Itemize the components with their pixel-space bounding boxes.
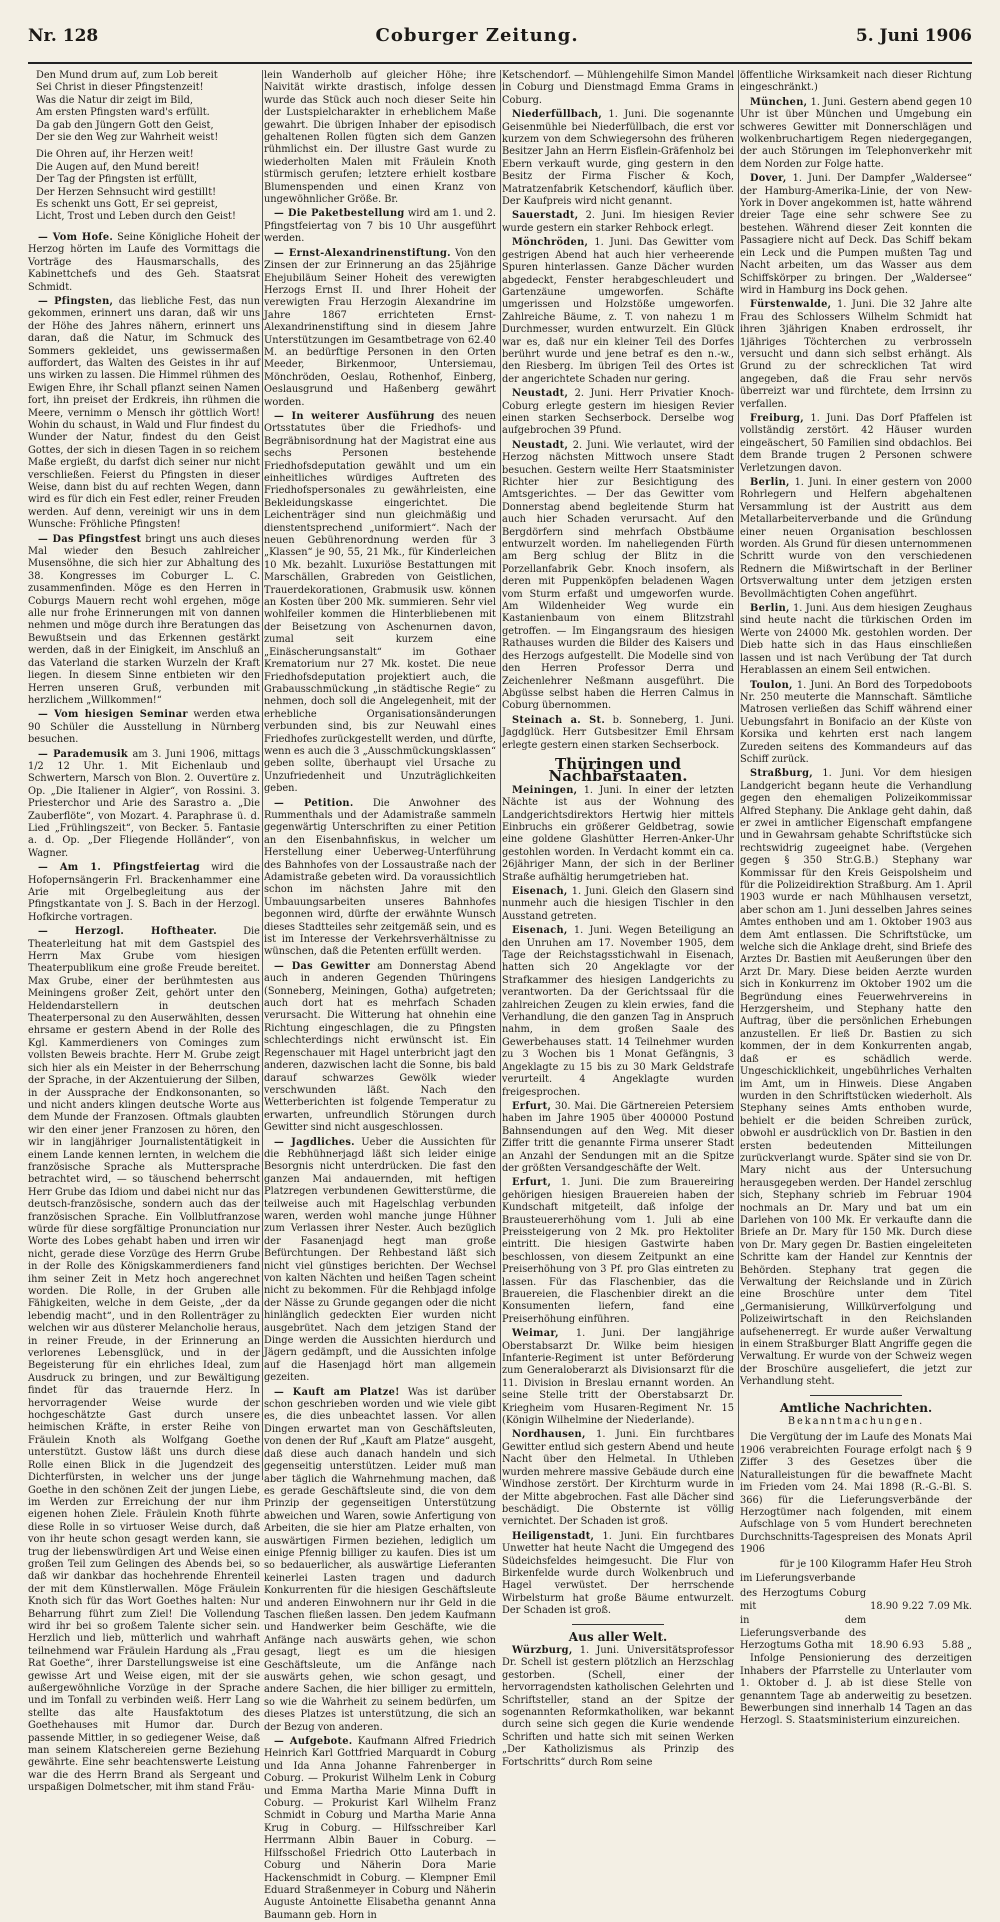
notice-fourage: Die Vergütung der im Laufe des Monats Mai 1906 verabreichten Fourage erfolgt nach § 9 Ziffer 3 des Gesetzes über die Naturalleistungen für die bewaffnete Macht im Frieden vom 24. Mai 1898 (R.-G.-Bl. S. 366) für die Lieferungsverbände der Herzogtümer nach folgenden, mit einem Aufschlage von 5 vom Hundert berechneten Durchschnitts-Tagespreisen des Monats April 1906 [740,1432,972,1556]
article-erfurt-1: Erfurt, 30. Mai. Die Gärtnereien Petersiem haben im Jahre 1905 über 400000 Postund Bahnsendungen auf den Weg. Mit dieser Ziffer tritt die genannte Firma unserer Stadt an Anzahl der Sendungen mit an die Spitze der größten Versandgeschäfte der Welt. [502,1100,734,1174]
article-eisenach-1: Eisenach, 1. Juni. Gleich den Glasern sind nunmehr auch die hiesigen Tischler in den Ausstand getreten. [502,886,734,922]
article-moenchroeden: Mönchröden, 1. Juni. Das Gewitter vom gestrigen Abend hat auch hier verheerende Spuren hinterlassen. Ganze Dächer wurden abgedeckt, Fenster herabgeschleudert und Gartenzäune umgeworfen. Schäfte umgerissen und Holzstöße umgeworfen. Zahlreiche Bäume, z. T. von nahezu 1 m Durchmesser, wurden entwurzelt. Ein Glück war es, daß nur ein kleiner Teil des Dorfes berührt wurde und jene betraf es den n.-w., den Riesberg. Im übrigen Teil des Ortes ist der angerichtete Schaden nur gering. [502,237,734,385]
article-fuerstenwalde: Fürstenwalde, 1. Juni. Die 32 Jahre alte Frau des Schlossers Wilhelm Schmidt hat ihren 3jährigen Knaben erdrosselt, ihr 1jähriges Töchterchen zu verbrosseln versucht und dann sich selbst erhängt. Als Grund zu der schrecklichen Tat wird angegeben, daß die Frau sehr nervös überreizt war und fürchtete, dem Irrsinn zu verfallen. [740,299,972,410]
article-jagdliches: — Jagdliches. Ueber die Aussichten für die Rebhühnerjagd läßt sich leider einige Besorgnis nicht unterdrücken. Die fast den ganzen Mai andauernden, mit heftigen Platzregen verbundenen Gewitterstürme, die teilweise auch mit Hagelschlag verbunden waren, werden wohl manche junge Hühner zum Verlassen ihrer Nester. Auch bezüglich der Fasanenjagd hegt man große Befürchtungen. Der Rehbestand läßt sich nicht viel günstiges berichten. Der Wechsel von kalten Nächten und heißen Tagen scheint nicht zu bekommen. Für die Rehbjagd infolge der Nässe zu Grunde gegangen oder die nicht hinlänglich gedeckten Eier wurden nicht ausgebrütet. Nach dem jetzigen Stand der Dinge werden die Aussichten hierdurch und Jägern gedämpft, und die Aussichten infolge auf die Hasenjagd hört man allgemein gezeiten. [264,1136,496,1384]
newspaper-title: Coburger Zeitung. [375,25,579,46]
article-pfingstfest: — Das Pfingstfest bringt uns auch dieses Mal wieder den Besuch zahlreicher Musensöhne, die sich hier zur Abhaltung des 38. Kongresses im Coburger L. C. zusammenfinden. Möge es den Herren in Coburgs Mauern recht wohl ergehen, möge alle nur frohe Erinnerungen mit von dannen nehmen und möge durch ihre Beratungen das Bewußtsein und das Erkennen gestärkt werden, daß in der Einigkeit, im Anschluß an das Vaterland die starken Wurzeln der Kraft liegen. In diesem Sinne entbieten wir den Herren unseren Gruß, verbunden mit herzlichem „Willkommen!“ [28,533,260,706]
column-divider [738,70,739,1480]
poem-line: Die Ohren auf, ihr Herzen weit! [36,149,194,161]
price-cell-stroh: 5.88 „ [941,1639,972,1651]
article-dover: Dover, 1. Juni. Der Dampfer „Waldersee“ der Hamburg-Amerika-Linie, der von New-York in Dover angekommen ist, hatte während dreier Tage eine sehr schwere See zu bestehen. Während dieser Zeit konnten die Passagiere nicht auf Deck. Das Schiff bekam ein Leck und die Pumpen mußten Tag und Nacht arbeiten, um das Wasser aus dem Schiffskörper zu bringen. Der „Waldersee“ wird in Hamburg ins Dock gehen. [740,173,972,296]
prices-header: für je 100 Kilogramm Hafer Heu Stroh [779,1558,972,1570]
masthead [28,12,972,52]
masthead-rule [28,62,972,64]
fourage-price-table [740,1587,972,1653]
article-seminar: — Vom hiesigen Seminar werden etwa 90 Schüler die Ausstellung in Nürnberg besuchen. [28,709,260,746]
poem-line: Am ersten Pfingsten ward's erfüllt. [36,107,210,119]
article-neustadt-1: Neustadt, 2. Juni. Herr Privatier Knoch-Coburg erlegte gestern im hiesigen Revier einen starken Sechserbock. Derselbe wog aufgebrochen 39 Pfund. [502,388,734,437]
article-erfurt-2: Erfurt, 1. Juni. Die zum Brauereiring gehörigen hiesigen Brauereien haben der Kundschaft mitgeteilt, daß infolge der Brausteuererhöhung vom 1. Juli ab eine Preissteigerung von 2 Mk. pro Hektoliter eintritt. Die hiesigen Gastwirte haben beschlossen, von diesem Zeitpunkt an eine Preiserhöhung von 3 Pf. pro Glas eintreten zu lassen. Für das Flaschenbier, das die Brauereien, die Flaschenbier direkt an die Konsumenten liefern, fand eine Preiserhöhung einführen. [502,1177,734,1325]
article-heiligenstadt: Heiligenstadt, 1. Juni. Ein furchtbares Unwetter hat heute Nacht die Umgegend des Südeichsfeldes heimgesucht. Die Flur von Birkenfelde wurde durch Wolkenbruch und Hagel verwüstet. Der herrschende Wirbelsturm hat große Bäume entwurzelt. Der Schaden ist groß. [502,1530,734,1617]
article-stiftung: — Ernst-Alexandrinenstiftung. Von den Zinsen der zur Erinnerung an das 25jährige Ehejubiläum Seiner Hoheit des verewigten Herzogs Ernst II. und Ihrer Hoheit der verewigten Frau Herzogin Alexandrine im Jahre 1867 errichteten Ernst-Alexandrinenstiftung sind in diesem Jahre Unterstützungen im Gesamtbetrage von 62.40 M. an bedürftige Personen in den Orten Meeder, Birkenmoor, Untersiemau, Mönchröden, Oeslau, Rothenhof, Einberg, Oeslausgrund und Haßenberg gewährt worden. [264,247,496,408]
article-pfingstfeiertag: — Am 1. Pfingstfeiertag wird die Hofopernsängerin Frl. Brackenhammer eine Arie mit Orgelbegleitung aus der Pfingstkantate von J. S. Bach in der Herzogl. Hofkirche vortragen. [28,862,260,923]
poem-line: Die Augen auf, den Mund bereit! [36,161,200,173]
poem-line: Der sie den Weg zur Wahrheit weist! [36,132,219,144]
section-heading-amtliche-nachrichten: Amtliche Nachrichten. [779,1400,933,1415]
poem-line: Es schenkt uns Gott, Er sei gepreist, [36,199,218,211]
section-divider [810,1395,902,1396]
issue-number: Nr. 128 [28,26,99,46]
article-kauft-am-platze: — Kauft am Platze! Was ist darüber schon geschrieben worden und wie viele gibt es, die dies unbeachtet lassen. Vor allen Dingen erwartet man von Geschäftsleuten, von denen der Ruf „Kauft am Platze“ ausgeht, daß diese auch danach handeln und sich gegenseitig unterstützen. Leider muß man aber täglich die Wahrnehmung machen, daß es gerade Geschäftsleute sind, die von dem Prinzip der gegenseitigen Unterstützung abweichen und Waren, sowie Anfertigung von Arbeiten, die sie hier am Platze erhalten, von auswärtigen Firmen beziehen, lediglich um einige Pfennig billiger zu kaufen. Dies ist um so bedauerlicher, als auswärtige Lieferanten keinerlei Lasten tragen und dadurch Konkurrenten für die hiesigen Geschäftsleute und anderen Einwohnern nur ihr Geld in die Taschen fließen lassen. Den jedem Kaufmann und Handwerker beim Geschäfte, wie die Anfänge nach auswärts gehen, wie schon gesagt, liegt es um die hiesigen Geschäftsleute, um die Anfänge nach auswärts gehen, wie schon gesagt, und andere Sachen, die hier billiger zu ermitteln, so wie die Wahrheit zu seinem bedürfen, um dieses Platzes ist unterstützung, die sich an der Bezug von anderen. [264,1386,496,1733]
column-1 [28,70,261,1794]
poem-line: Der Tag der Pfingsten ist erfüllt, [36,174,198,186]
article-hoftheater: — Herzogl. Hoftheater. Die Theaterleitung hat mit dem Gastspiel des Herrn Max Grube vom hiesigen Theaterpublikum eine große Freude bereitet. Max Grube, einer der berühmtesten aus Meiningens großer Zeit, gehört unter den Heldendarstellern in deutschen Theaterpersonal zu den Auserwählten, dessen ehrsame er gestern Abend in der Rolle des Kgl. Kammerdieners von Cominges zum vollsten Beweis brachte. Herr M. Grube zeigt sich hier als ein Meister in der Beherrschung der Sprache, in der Akzentuierung der Silben, in der Aussprache der Endkonsonanten, so und nicht anders klingen deutsche Worte aus dem Munde der Franzosen. Oftmals glaubten wir den einer jener Franzosen zu hören, den wir in langjähriger Journalistentätigkeit in einem Lande kennen lernten, in welchem die französische Sprache als Muttersprache betrachtet wird, — so täuschend beherrscht Herr Grube das Idiom und dabei nicht nur das deutsch-französische, sondern auch das der französischen Sprache. Ein Vollblutfranzose würde für diese sorgfältige Pronunciation nur Worte des Lobes gehabt haben und irren wir nicht, gerade diese Vorzüge des Herrn Grube in der Rolle des Königskammerdieners fand ihm seiner Zeit in Metz hoch angerechnet worden. Die Rolle, in der Gruben alle Fähigkeiten, welche in dem Geiste, „der da lebendig macht“, und in den Rollenträger zu welchen wir aus düsterer Melancholie heraus, in reiner Freude, in der Erinnerung an verlorenes Lebensglück, und in der Begeisterung für ein ehrliches Ideal, zum Ausdruck zu bringen, und zur Bewältigung findet für das trauernde Herz. In hervorragender Weise wurde der hochgeschätzte Gast durch unsere heimischen Kräfte, in erster Reihe von Fräulein Knoth als Wolfgang Goethe unterstützt. Gustow läßt uns durch diese Rolle einen Blick in die Jugendzeit des Dichterfürsten, in welcher uns der junge Goethe in den schönen Zeit der jungen Liebe, im Werden zur Erreichung der nur ihm eigenen hohen Ziele. Fräulein Knoth führte diese Rolle in so virtuoser Weise durch, daß von ihr heute schon gesagt werden kann, sie trug der liebenswürdigen Art und Weise einen großen Teil zum Gelingen des Abends bei, so daß wir dankbar das hochehrende Ehrenteil der mit dem Künstlerwallen. Möge Fräulein Knoth sich für das Wort Goethes halten: Nur Beharrung führt zum Ziel! Die Vollendung wird ihr bei so großem Talente sicher sein. Herzlich und lieb, mütterlich und wahrhaft teilnehmend war Fräulein Hardung als „Frau Rat Goethe“, ihrer Darstellungsweise ist eine gewisse Art und Weise eigen, mit der sie außergewöhnliche Vorzüge in der Sprache und im Tonfall zu verbinden weiß. Herr Lang stellte das alte Hausfaktotum des Goethehauses mit Humor dar. Durch passende Mittler, in so gediegener Weise, daß man seinem Klatschereien gerne Beziehung gewährte. Eine sehr beachtenswerte Leistung war die des Herrn Brand als Sergeant und urspaßigen Dolmetscher, mit ihm stand Fräu- [28,926,260,1794]
article-toulon: Toulon, 1. Juni. An Bord des Torpedoboots Nr. 250 meuterte die Mannschaft. Sämtliche Matrosen verließen das Schiff während einer Uebungsfahrt in Bonifacio an der Küste von Korsika und kehrten erst nach langem Zureden seitens des Kommandeurs auf das Schiff zurück. [740,679,972,765]
section-divider [572,1624,664,1625]
article-berlin-1: Berlin, 1. Juni. In einer gestern von 2000 Rohrlegern und Helfern abgehaltenen Versammlung ist der Austritt aus dem Metallarbeiterverbande und die Gründung einer neuen Organisation beschlossen worden. Als Grund für diesen unternommenen Schritt wurde von den verschiedenen Rednern die Mißwirtschaft in der Berliner Ortsverwaltung unter dem jetzigen ersten Bevollmächtigten Cohen angeführt. [740,477,972,600]
article-nordhausen: Nordhausen, 1. Juni. Ein furchtbares Gewitter entlud sich gestern Abend und heute Nacht über den Helmetal. In Uthleben wurden mehrere massive Gebäude durch eine Windhose zerstört. Der Kirchturm wurde in der Mitte abgebrochen. Fast alle Dächer sind beschädigt. Die Obsternte ist völlig vernichtet. Der Schaden ist groß. [502,1429,734,1528]
section-heading-aus-aller-welt: Aus aller Welt. [568,1629,668,1644]
poem-line: Den Mund drum auf, zum Lob bereit [36,70,218,81]
article-strassburg: Straßburg, 1. Juni. Vor dem hiesigen Landgericht begann heute die Verhandlung gegen den ehemaligen Polizeikommissar Alfred Stephany. Die Anklage geht dahin, daß er zwei in amtlicher Eigenschaft empfangene und in Gewahrsam gehabte Schriftstücke sich rechtswidrig zugeeignet habe. (Vergehen gegen § 350 Str.G.B.) Stephany war Kommissar für den Kreis Geispolsheim und für die Polizeidirektion Straßburg. Am 1. April 1903 wurde er nach Mühlhausen versetzt, aber schon am 1. Juni desselben Jahres seines Amtes enthoben und am 1. Oktober 1903 aus dem Amt entlassen. Die Schriftstücke, um welche sich die Anklage dreht, sind Briefe des Arztes Dr. Bastien mit Aeußerungen über den Arzt Dr. Mary. Diese beiden Aerzte wurden sich in Konkurrenz im Oktober 1902 um die Begründung eines Feuerwehrvereins in Herzgersheim, und Stephany hatte den Auftrag, über die persönlichen Erhebungen anzustellen. Er ließ Dr. Bastien zu sich kommen, der in dem Konkurrenten angab, daß er es schädlich werde. Ungeschicklichkeit, ungebührliches Verhalten im Amt, um in Hinweis. Diese Angaben wurden in den Schriftstücken wiederholt. Als Stephany seines Amts enthoben wurde, behielt er die beiden Schreiben zurück, obwohl er ausdrücklich von Dr. Bastien in den ersten bedeutenden Mitteilungen zurückverlangt wurde. Später sind sie von Dr. Mary nicht aus der Untersuchung herausgegeben werden. Der Handel zerschlug sich, Stephany schrieb im Februar 1904 nochmals an Dr. Mary und bat um ein Darlehen von 100 Mk. Er verkaufte dann die Briefe an Dr. Mary für 150 Mk. Durch diese von Dr. Mary gegen Dr. Bastien eingeleiteten Schritte kam der Handel zur Kenntnis der Behörden. Stephany trat gegen die Verwaltung der Reichslande und in Zürich eine Broschüre unter dem Titel „Germanisierung, Willkürverfolgung und Polizeiwirtschaft in den Reichslanden aufsehenerregt. Er wurde außer Verwaltung in einem Straßburger Blatt Angriffe gegen die Verwaltung. Er wurde von der Schweiz wegen der Broschüre ausgeliefert, die jetzt zur Verhandlung steht. [740,768,972,1388]
issue-date: 5. Juni 1906 [855,26,972,46]
price-cell-hafer: 18.90 [870,1600,899,1612]
article-wuerzburg-continued: öffentliche Wirksamkeit nach dieser Richtung eingeschränkt.) [740,70,972,94]
price-row [740,1587,972,1614]
article-gewitter: — Das Gewitter am Donnerstag Abend auch in anderen Gegenden Thüringens (Sonneberg, Meiningen, Gotha) aufgetreten; auch dort hat es mehrfach Schaden verursacht. Die Witterung hat ohnehin eine Richtung eingeschlagen, die zu Pfingsten schlechterdings nicht erwünscht ist. Ein Regenschauer mit Hagel unterbricht jagt den anderen, dazwischen lacht die Sonne, bis bald darauf schwarzes Gewölk wieder verschwunden läßt. Nach den Wetterberichten ist folgende Temperatur zu erwarten, unfreundlich Störungen durch Gewitter sind nicht ausgeschlossen. [264,960,496,1134]
section-heading-thueringen: Thüringen und Nachbarstaaten. [548,754,688,786]
article-niederfuellbach: Niederfüllbach, 1. Juni. Die sogenannte Geisenmühle bei Niederfüllbach, die erst vor kurzem von dem Schwiegersohn des früheren Besitzer Jahn an Herrn Eisflein-Gräfenholz bei Ebern verkauft wurde, ging gestern in den Besitz der Firma Fischer & Koch, Matratzenfabrik Ketschendorf, käuflich über. Der Kaufpreis wird nicht genannt. [502,109,734,208]
article-parademusik: — Parademusik am 3. Juni 1906, mittags 1/2 12 Uhr. 1. Mit Eichenlaub und Schwertern, Marsch von Blon. 2. Ouvertüre z. Op. „Die Italiener in Algier“, von Rossini. 3. Priesterchor und Arie des Sarastro a. „Die Zauberflöte“, von Mozart. 4. Paraphrase ü. d. Lied „Frühlingszeit“, von Becker. 5. Fantasie a. d. Op. „Der Fliegende Holländer“, von Wagner. [28,748,260,859]
article-sauerstadt: Sauerstadt, 2. Juni. Im hiesigen Revier wurde gestern ein starker Rehbock erlegt. [502,210,734,234]
article-petition: — Petition. Die Anwohner des Rummenthals und der Adamistraße sammeln gegenwärtig Unterschriften zu einer Petition an den Eisenbahnfiskus, in welcher um Herstellung einer Ueberweg-Unterführung des Bahnhofes von der Lossaustraße nach der Adamistraße gebeten wird. Da voraussichtlich schon im nächsten Jahre mit den Umbauungsarbeiten unseres Bahnhofes begonnen wird, dürfte der erwähnte Wunsch dieses Stadtteiles sehr zeitgemäß sein, und es ist im Interesse der Verkehrsverhältnisse zu wünschen, daß die Petenten erfüllt werden. [264,797,496,958]
article-wuerzburg: Würzburg, 1. Juni. Universitätsprofessor Dr. Schell ist gestern plötzlich an Herzschlag gestorben. (Schell, einer der hervorragendsten katholischen Gelehrten und Schriftsteller, stand an der Spitze der sogenannten Reformkatholiken, war bekannt durch seine sich gegen die Kurie wendende Schriften und hatte sich mit seinen Werken „Der Katholizismus als Prinzip des Fortschritts“ durch Rom seine [502,1644,734,1768]
poem-line: Sei Christ in dieser Pfingstenzeit! [36,82,204,94]
article-meiningen: Meiningen, 1. Juni. In einer der letzten Nächte ist aus der Wohnung des Landgerichtsdirektors Hertwig hier mittels Einbruchs ein größerer Geldbetrag, sowie eine goldene Glashütter Herren-Anker-Uhr gestohlen worden. In Verdacht kommt ein ca. 26jähriger Mann, der sich in der Berliner Straße aufhältig herumgetrieben hat. [502,784,734,883]
price-cell-heu: 6.93 [902,1639,924,1651]
price-cell-label: in dem Lieferungsverbande des Herzogtums Gotha mit [740,1615,867,1651]
column-3 [502,70,734,1768]
article-paketbestellung: — Die Paketbestellung wird am 1. und 2. Pfingstfeiertag von 7 bis 10 Uhr ausgeführt werden. [264,208,497,245]
article-aufgebote-continued: Ketschendorf. — Mühlengehilfe Simon Mandel in Coburg und Dienstmagd Emma Grams in Coburg. [502,70,734,106]
article-eisenach-2: Eisenach, 1. Juni. Wegen Beteiligung an den Unruhen am 17. November 1905, dem Tage der Reichstagsstichwahl in Eisenach, hatten sich 20 Angeklagte vor der Strafkammer des hiesigen Landgerichts zu verantworten. Da der Gerichtssaal für die zahlreichen Zeugen zu klein erwies, fand die Verhandlung, die den ganzen Tag in Anspruch nahm, in dem großen Saale des Gewerbehauses statt. 14 Teilnehmer wurden zu 3 Wochen bis 1 Monat Gefängnis, 3 Angeklagte zu 15 bis zu 30 Mark Geldstrafe verurteilt. 4 Angeklagte wurden freigesprochen. [502,925,734,1098]
article-hoftheater-continued: lein Wanderholb auf gleicher Höhe; ihre Naivität wirkte drastisch, infolge dessen wurde das Stück auch noch dieser Seite hin der Lustspielcharakter in erheblichem Maße gewahrt. Die übrigen Inhaber der episodisch gehaltenen Rollen fügten sich dem Ganzen rühmlichst ein. Der illustre Gast wurde zu wiederholten Malen mit Fräulein Knoth stürmisch gerufen; letztere erhielt kostbare Blumenspenden und einen Kranz von ungewöhnlicher Größe. Br. [264,70,496,206]
notice-pfarrstelle: Infolge Pensionierung des derzeitigen Inhabers der Pfarrstelle zu Unterlauter vom 1. Oktober d. J. ab ist diese Stelle von genanntem Tage ab anderweitig zu besetzen. Bewerbungen sind innerhalb 14 Tagen an das Herzogl. S. Staatsministerium einzureichen. [740,1653,972,1727]
subheading-bekanntmachungen: Bekanntmachungen. [787,1416,925,1428]
article-pfingsten: — Pfingsten, das liebliche Fest, das nun gekommen, erinnert uns daran, daß wir uns der Höhe des Jahres nähern, erinnert uns daran, daß die Natur, im Schmuck des Sommers gekleidet, uns gewissermaßen auffordert, das Walten des Geistes in ihr auf uns wirken zu lassen. Die Himmel rühmen des Ewigen Ehre, ihr Schall pflanzt seinen Namen fort, ihn preiset der Erdkreis, ihn rühmen die Meere, vernimm o Mensch ihr göttlich Wort! Wohin du schaust, in Wald und Flur findest du Wunder der Natur, findest du den Geist Gottes, der sich in diesen Tagen in so reichem Maße ergießt, du darfst dich seiner nur nicht verschließen. Feierst du Pfingsten in dieser Weise, dann bist du auf rechten Wegen, dann wird es für dich ein Fest edler, reiner Freuden werden. Auf denn, vereinigt wir uns in dem Wunsche: Fröhliche Pfingsten! [28,295,260,531]
article-neustadt-2: Neustadt, 2. Juni. Wie verlautet, wird der Herzog nächsten Mittwoch unsere Stadt besuchen. Gestern weilte Herr Staatsminister Richter hier zur Besichtigung des Amtsgerichtes. — Der das Gewitter vom Donnerstag abend begleitende Sturm hat auch hier Schaden verursacht. Auf den Bergdörfern sind mehrfach Obstbäume entwurzelt worden. Im naheliegenden Fürth am Berg schlug der Blitz in die Porzellanfabrik Gebr. Knoch insofern, als deren mit Puppenköpfen beladenen Wagen vom Sturm erfaßt und umgeworfen wurde. Am Wildenheider Weg wurde ein Kastanienbaum von einem Blitzstrahl getroffen. — Im Eingangsraum des hiesigen Rathauses wurden die Bilder des Kaisers und des Herzogs aufgestellt. Die Modelle sind von den Herren Professor Derra und Zeichenlehrer Neßmann ausgeführt. Die Abgüsse selbst haben die Herren Calmus in Coburg übernommen. [502,439,734,712]
column-2 [264,70,497,1921]
poem-line: Da gab den Jüngern Gott den Geist, [36,119,214,131]
pentecost-poem [28,70,260,224]
price-row [740,1614,972,1653]
article-steinach: Steinach a. St. b. Sonneberg, 1. Juni. Jagdglück. Herr Gutsbesitzer Emil Ehrsam erlegte gestern einen starken Sechserbock. [502,714,734,751]
price-cell-label: des Herzogtums Coburg mit [740,1588,867,1612]
article-vom-hofe: — Vom Hofe. Seine Königliche Hoheit der Herzog hörten im Laufe des Vormittags die Vorträge des Hausmarschalls, des Kabinettchefs und des Geh. Staatsrat Schmidt. [28,231,261,293]
article-aufgebote: — Aufgebote. Kaufmann Alfred Friedrich Heinrich Karl Gottfried Marquardt in Coburg und Ida Anna Johanne Fahrenberger in Coburg. — Prokurist Wilhelm Lenk in Coburg und Emma Martha Marie Minna Dufft in Coburg. — Prokurist Karl Wilhelm Franz Schmidt in Coburg und Martha Marie Anna Krug in Coburg. — Hilfsschreiber Karl Herrmann Albin Bauer in Coburg. — Hilfsschoßel Friedrich Otto Lauterbach in Coburg und Näherin Dora Marie Hackenschmidt in Coburg. — Klempner Emil Eduard Straßenmeyer in Coburg und Näherin Auguste Antoinette Elisabetha genannt Anna Baumann geb. Horn in [264,1736,496,1921]
poem-line: Der Herzen Sehnsucht wird gestillt! [36,186,217,198]
price-cell-heu: 9.22 [902,1600,924,1612]
article-berlin-2: Berlin, 1. Juni. Aus dem hiesigen Zeughaus sind heute nacht die türkischen Orden im Werte von 24000 Mk. gestohlen worden. Der Dieb hatte sich in das Haus einschließen lassen und ist nach Verübung der Tat durch Herablassen an einem Seil entwichen. [740,603,972,677]
column-4 [740,70,972,1727]
article-friedhof: — In weiterer Ausführung des neuen Ortsstatutes über die Friedhofs- und Begräbnisordnung hat der Magistrat eine aus sechs Personen bestehende Friedhofsdeputation gewählt und um ein einheitliches würdiges Auftreten des Friedhofspersonales zu gewährleisten, eine Bekleidungskasse eingerichtet. Die Leichenträger sind nun gleichmäßig und dienstentsprechend „uniformiert“. Nach der neuen Gebührenordnung werden für 3 „Klassen“ je 90, 55, 21 Mk., für Kinderleichen 10 Mk. bezahlt. Luxuriöse Bestattungen mit Marschällen, Grabreden von Geistlichen, Trauerdekorationen, Grabmusik usw. können an Kosten über 200 Mk. summieren. Sehr viel wohlfeiler kommen die Hinterbliebenen mit der Beisetzung von Aschenurnen davon, zumal seit kurzem eine „Einäscherungsanstalt“ im Gothaer Krematorium nur 27 Mk. kostet. Die neue Friedhofsdeputation projektiert auch, die Grabausschmückung „in städtische Regie“ zu nehmen, doch soll die Angelegenheit, mit der erhebliche Organisationsänderungen verbunden sind, bis zur Neuwahl eines Friedhofes zurückgestellt werden, und dürfte, wenn es auch die 3 „Ausschmückungsklassen“ geben sollte, überhaupt viel Ursache zu Unzufriedenheit und Unzuträglichkeiten geben. [264,410,496,795]
article-freiburg: Freiburg, 1. Juni. Das Dorf Pfaffelen ist vollständig zerstört. 42 Häuser wurden eingeäschert, 50 Familien sind obdachlos. Bei dem Brande trugen 2 Personen schwere Verletzungen davon. [740,412,972,474]
article-weimar: Weimar, 1. Juni. Der langjährige Oberstabsarzt Dr. Wilke beim hiesigen Infanterie-Regiment ist unter Beförderung zum Generaloberarzt als Divisionsarzt für die 11. Division in Breslau ernannt worden. An seine Stelle tritt der Oberstabsarzt Dr. Kriegheim vom Husaren-Regiment Nr. 15 (Königin Wilhelmine der Niederlande). [502,1328,734,1427]
article-muenchen: München, 1. Juni. Gestern abend gegen 10 Uhr ist über München und Umgebung ein schweres Gewitter mit Donnerschlägen und wolkenbruchartigem Regen niedergegangen, der auch Störungen im Telephonverkehr mit dem Norden zur Folge hatte. [740,96,972,170]
price-cell-hafer: 18.90 [870,1639,899,1651]
poem-line: Was die Natur dir zeigt im Bild, [36,94,193,106]
column-divider [262,70,263,1480]
prices-subheader: im Lieferungsverbande [740,1572,856,1584]
column-divider [500,70,501,1480]
poem-line: Licht, Trost und Leben durch den Geist! [36,211,236,223]
price-cell-stroh: 7.09 Mk. [927,1600,972,1612]
